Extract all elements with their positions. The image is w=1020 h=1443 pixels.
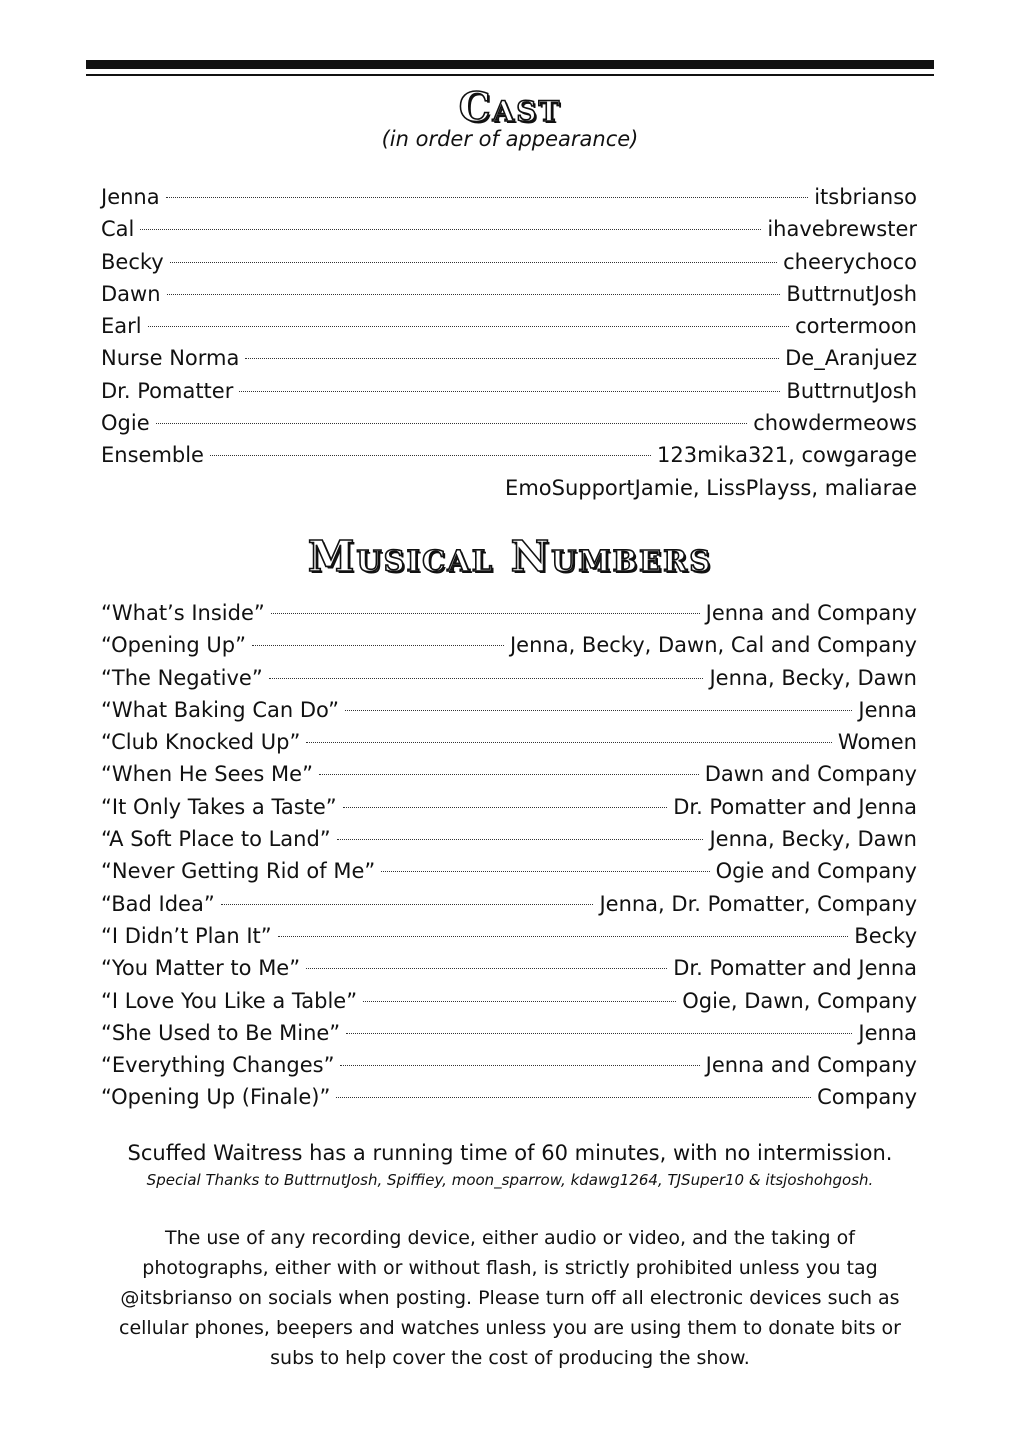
song-title: “The Negative” (101, 665, 263, 690)
cast-row (101, 342, 917, 374)
song-title: “Bad Idea” (101, 891, 215, 916)
cast-row (101, 278, 917, 310)
cast-row (101, 310, 917, 342)
song-title: “She Used to Be Mine” (101, 1020, 341, 1045)
song-row (101, 597, 917, 629)
cast-subtitle: (in order of appearance) (381, 127, 639, 151)
dot-leader (306, 742, 832, 743)
song-row (101, 1017, 917, 1049)
song-performers: Ogie, Dawn, Company (682, 988, 917, 1013)
song-title: “Never Getting Rid of Me” (101, 859, 376, 884)
song-row (101, 1049, 917, 1081)
actor-name: De_Aranjuez (785, 346, 917, 371)
dot-leader (319, 774, 699, 775)
actor-name: chowdermeows (753, 411, 917, 436)
song-performers: Women (837, 730, 917, 755)
song-row (101, 855, 917, 887)
actor-name: ButtrnutJosh (786, 281, 917, 306)
song-performers: Jenna (858, 697, 917, 722)
song-title: “Club Knocked Up” (101, 730, 301, 755)
role-name: Becky (101, 249, 164, 274)
ensemble-continued: EmoSupportJamie, LissPlayss, maliarae (505, 475, 917, 500)
cast-row (101, 246, 917, 278)
song-performers: Jenna, Becky, Dawn (709, 665, 917, 690)
actor-name: cortermoon (795, 314, 917, 339)
actor-name: cheerychoco (783, 249, 917, 274)
song-performers: Ogie and Company (715, 859, 917, 884)
song-title: “It Only Takes a Taste” (101, 794, 337, 819)
song-performers: Becky (854, 923, 917, 948)
role-name: Dr. Pomatter (101, 378, 234, 403)
top-rule-thin (86, 74, 934, 76)
song-row (101, 758, 917, 790)
dot-leader (156, 423, 748, 424)
actor-name: itsbrianso (814, 185, 917, 209)
cast-row (101, 375, 917, 407)
dot-leader (239, 391, 780, 392)
dot-leader (340, 1065, 699, 1066)
dot-leader (166, 197, 809, 198)
dot-leader (252, 645, 504, 646)
special-thanks: Special Thanks to ButtrnutJosh, Spiffiey, moon_sparrow, kdawg1264, TJSuper10 & itsjoshohgosh. (146, 1171, 874, 1189)
song-row (101, 1081, 917, 1113)
song-row (101, 694, 917, 726)
song-title: “When He Sees Me” (101, 762, 313, 787)
song-row (101, 888, 917, 920)
song-title: “Opening Up (Finale)” (101, 1085, 331, 1110)
dot-leader (343, 807, 668, 808)
song-row (101, 823, 917, 855)
song-row (101, 985, 917, 1017)
dot-leader (306, 968, 667, 969)
song-title: “You Matter to Me” (101, 956, 301, 981)
song-title: “I Love You Like a Table” (101, 988, 358, 1013)
dot-leader (345, 710, 852, 711)
dot-leader (278, 936, 849, 937)
role-name: Ogie (101, 411, 150, 436)
dot-leader (336, 1097, 811, 1098)
cast-list (101, 181, 917, 504)
recording-notice: The use of any recording device, either audio or video, and the taking of photographs, either with or without flash, is strictly prohibited unless you tag @itsbrianso on socials when posting. Please turn off all electronic devices such as cellular phones, beepers and watches unless you are using them to donate bits or subs to help cover the cost of producing the show. (119, 1227, 901, 1369)
dot-leader (363, 1001, 676, 1002)
role-name: Cal (101, 217, 135, 242)
dot-leader (269, 678, 704, 679)
dot-leader (140, 229, 761, 230)
actor-name: ButtrnutJosh (786, 378, 917, 403)
dot-leader (337, 839, 704, 840)
song-row (101, 952, 917, 984)
dot-leader (170, 262, 777, 263)
song-performers: Dawn and Company (704, 762, 917, 787)
dot-leader (271, 613, 700, 614)
song-row (101, 662, 917, 694)
dot-leader (381, 871, 709, 872)
dot-leader (167, 294, 781, 295)
role-name: Ensemble (101, 443, 204, 468)
song-row (101, 791, 917, 823)
musical-numbers-heading: Musical Numbers (307, 532, 713, 581)
dot-leader (210, 455, 651, 456)
song-title: “A Soft Place to Land” (101, 827, 331, 852)
song-title: “Opening Up” (101, 633, 246, 658)
running-time-note: Scuffed Waitress has a running time of 60 minutes, with no intermission. (127, 1141, 893, 1165)
dot-leader (346, 1033, 852, 1034)
dot-leader (148, 326, 789, 327)
song-performers: Dr. Pomatter and Jenna (673, 794, 917, 819)
actor-name: ihavebrewster (767, 217, 917, 242)
song-row (101, 629, 917, 661)
cast-row (101, 181, 917, 213)
song-title: “Everything Changes” (101, 1053, 335, 1078)
song-title: “What Baking Can Do” (101, 697, 339, 722)
role-name: Dawn (101, 281, 161, 306)
role-name: Nurse Norma (101, 346, 240, 371)
top-rule-thick (86, 60, 934, 69)
song-performers: Jenna, Becky, Dawn (709, 827, 917, 852)
songs-list (101, 597, 917, 1114)
role-name: Jenna (101, 185, 160, 209)
song-performers: Jenna (858, 1020, 917, 1045)
cast-row (101, 213, 917, 245)
song-performers: Jenna, Becky, Dawn, Cal and Company (509, 633, 917, 658)
cast-heading: Cast (458, 84, 562, 131)
dot-leader (245, 358, 779, 359)
dot-leader (221, 904, 594, 905)
song-performers: Dr. Pomatter and Jenna (673, 956, 917, 981)
song-row (101, 726, 917, 758)
song-performers: Jenna and Company (705, 1053, 917, 1078)
role-name: Earl (101, 314, 142, 339)
song-title: “I Didn’t Plan It” (101, 923, 272, 948)
cast-row (101, 407, 917, 439)
song-performers: Jenna and Company (705, 601, 917, 625)
song-performers: Jenna, Dr. Pomatter, Company (599, 891, 917, 916)
actor-name: 123mika321, cowgarage (657, 443, 917, 468)
cast-row (101, 439, 917, 471)
song-title: “What’s Inside” (101, 601, 265, 625)
song-performers: Company (817, 1085, 917, 1110)
song-row (101, 920, 917, 952)
